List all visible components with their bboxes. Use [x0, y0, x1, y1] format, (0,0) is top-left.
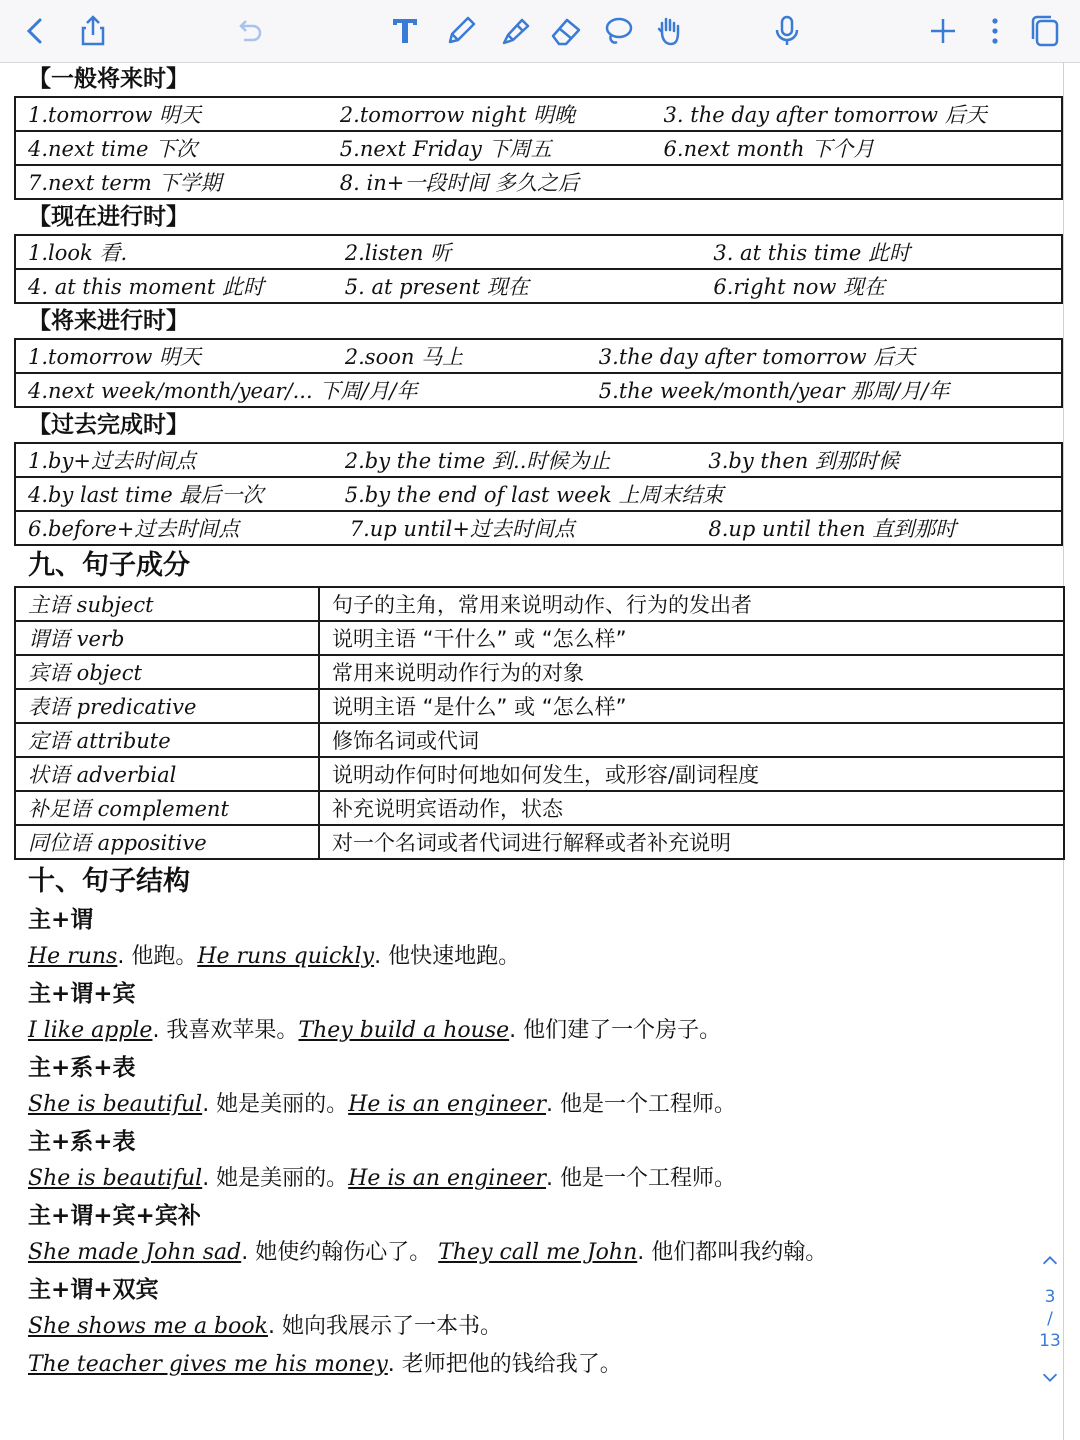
- component-term: 状语 adverbial: [15, 757, 319, 791]
- component-description: 对一个名词或者代词进行解释或者补充说明: [319, 825, 1064, 859]
- chinese-translation: . 他快速地跑。: [374, 944, 521, 969]
- structure-title: 十、句子结构: [28, 866, 190, 897]
- chinese-translation: . 她使约翰伤心了。: [241, 1240, 439, 1265]
- tense-phrase: 6.before+过去时间点: [28, 517, 240, 541]
- table-cell: [15, 339, 1062, 373]
- component-description: 说明主语 “是什么” 或 “怎么样”: [319, 689, 1064, 723]
- components-title: 九、句子成分: [28, 550, 190, 581]
- tense-phrase: 2.listen 听: [344, 241, 452, 265]
- component-description: 补充说明宾语动作，状态: [319, 791, 1064, 825]
- page-navigator: [1030, 1250, 1070, 1410]
- tense-phrase: 3. at this time 此时: [713, 241, 910, 265]
- table-row: [15, 655, 1064, 689]
- example-sentence: [14, 938, 1063, 976]
- text-tool-icon[interactable]: [384, 10, 426, 52]
- component-description: 修饰名词或代词: [319, 723, 1064, 757]
- tense-table: [14, 338, 1063, 408]
- chinese-translation: . 我喜欢苹果。: [152, 1018, 299, 1043]
- table-row: [15, 269, 1062, 303]
- table-row: [15, 97, 1062, 131]
- structures-list: [14, 902, 1063, 1384]
- component-term: 补足语 complement: [15, 791, 319, 825]
- page-down-icon[interactable]: [1030, 1366, 1070, 1402]
- table-row: [15, 689, 1064, 723]
- tense-phrase: 2.by the time 到..时候为止: [344, 449, 611, 473]
- table-row: [15, 443, 1062, 477]
- english-example: He runs quickly: [197, 944, 375, 969]
- table-row: [15, 373, 1062, 407]
- table-row: [15, 477, 1062, 511]
- table-row: [15, 339, 1062, 373]
- page-separator: /: [1047, 1309, 1053, 1329]
- structure-pattern: 主+谓: [28, 907, 94, 933]
- english-example: They build a house: [298, 1018, 510, 1043]
- example-sentence: [14, 1346, 1063, 1384]
- tense-phrase: 4.next week/month/year/... 下周/月/年: [28, 379, 418, 403]
- tense-table: [14, 96, 1063, 200]
- example-sentence: [14, 1308, 1063, 1346]
- component-description: 说明动作何时何地如何发生，或形容/副词程度: [319, 757, 1064, 791]
- lasso-icon[interactable]: [597, 10, 639, 52]
- component-description: 常用来说明动作行为的对象: [319, 655, 1064, 689]
- section-title: 【过去完成时】: [28, 412, 189, 438]
- undo-icon[interactable]: [228, 10, 270, 52]
- tense-phrase: 5.by the end of last week 上周末结束: [344, 483, 724, 507]
- eraser-icon[interactable]: [545, 10, 587, 52]
- chinese-translation: . 他们建了一个房子。: [509, 1018, 722, 1043]
- chinese-translation: . 他是一个工程师。: [546, 1092, 737, 1117]
- tense-phrase: 6.right now 现在: [713, 275, 886, 299]
- component-description: 说明主语 “干什么” 或 “怎么样”: [319, 621, 1064, 655]
- english-example: She shows me a book: [28, 1314, 268, 1339]
- tense-phrase: 1.tomorrow 明天: [28, 345, 202, 369]
- pages-icon[interactable]: [1024, 10, 1066, 52]
- english-example: The teacher gives me his money: [28, 1352, 388, 1377]
- section-title: 【将来进行时】: [28, 308, 189, 334]
- tense-phrase: 4.next time 下次: [28, 137, 198, 161]
- chinese-translation: . 老师把他的钱给我了。: [387, 1352, 622, 1377]
- table-row: [15, 587, 1064, 621]
- tense-phrase: 1.by+过去时间点: [28, 449, 196, 473]
- table-row: [15, 131, 1062, 165]
- english-example: He runs: [28, 944, 118, 969]
- english-example: She made John sad: [28, 1240, 242, 1265]
- note-page: [14, 62, 1063, 1384]
- example-sentence: [14, 1160, 1063, 1198]
- english-example: He is an engineer: [348, 1166, 547, 1191]
- tense-phrase: 4. at this moment 此时: [28, 275, 265, 299]
- table-row: [15, 235, 1062, 269]
- component-term: 表语 predicative: [15, 689, 319, 723]
- tense-phrase: 2.soon 马上: [344, 345, 464, 369]
- tense-phrase: 5. at present 现在: [344, 275, 529, 299]
- english-example: They call me John: [438, 1240, 638, 1265]
- page-up-icon[interactable]: [1030, 1250, 1070, 1286]
- highlighter-icon[interactable]: [494, 10, 536, 52]
- tense-phrase: 8. in+一段时间 多久之后: [339, 171, 580, 195]
- structure-pattern: 主+谓+双宾: [28, 1277, 159, 1303]
- tense-phrase: 5.the week/month/year 那周/月/年: [598, 379, 950, 403]
- add-icon[interactable]: [922, 10, 964, 52]
- chinese-translation: . 他跑。: [117, 944, 198, 969]
- chinese-translation: . 她是美丽的。: [202, 1092, 349, 1117]
- toolbar: [0, 0, 1080, 63]
- total-pages: 13: [1039, 1331, 1061, 1351]
- section-title: 【现在进行时】: [28, 204, 189, 230]
- tense-phrase: 7.up until+过去时间点: [349, 517, 575, 541]
- english-example: He is an engineer: [348, 1092, 547, 1117]
- tense-phrase: 2.tomorrow night 明晚: [339, 103, 576, 127]
- table-row: [15, 621, 1064, 655]
- structure-pattern: 主+系+表: [28, 1129, 136, 1155]
- tense-phrase: 4.by last time 最后一次: [28, 483, 264, 507]
- component-term: 主语 subject: [15, 587, 319, 621]
- tense-phrase: 1.tomorrow 明天: [28, 103, 202, 127]
- microphone-icon[interactable]: [766, 10, 808, 52]
- chinese-translation: . 他们都叫我约翰。: [637, 1240, 828, 1265]
- component-term: 同位语 appositive: [15, 825, 319, 859]
- share-icon[interactable]: [72, 10, 114, 52]
- tense-phrase: 6.next month 下个月: [663, 137, 875, 161]
- table-cell: [15, 97, 1062, 131]
- table-cell: [15, 235, 1062, 269]
- chinese-translation: . 她向我展示了一本书。: [267, 1314, 502, 1339]
- table-cell: [15, 165, 1062, 199]
- table-cell: [15, 269, 1062, 303]
- tense-table: [14, 442, 1063, 546]
- table-cell: [15, 443, 1062, 477]
- table-cell: [15, 373, 1062, 407]
- pen-icon[interactable]: [440, 10, 482, 52]
- component-term: 定语 attribute: [15, 723, 319, 757]
- component-description: 句子的主角，常用来说明动作、行为的发出者: [319, 587, 1064, 621]
- hand-icon[interactable]: [648, 10, 690, 52]
- chinese-translation: . 她是美丽的。: [202, 1166, 349, 1191]
- table-row: [15, 791, 1064, 825]
- more-icon[interactable]: [974, 10, 1016, 52]
- table-row: [15, 511, 1062, 545]
- table-row: [15, 723, 1064, 757]
- example-sentence: [14, 1086, 1063, 1124]
- table-cell: [15, 131, 1062, 165]
- components-table: [14, 586, 1065, 860]
- tense-phrase: 1.look 看.: [28, 241, 128, 265]
- table-cell: [15, 477, 1062, 511]
- structure-pattern: 主+系+表: [28, 1055, 136, 1081]
- back-icon[interactable]: [14, 10, 56, 52]
- tense-phrase: 3.by then 到那时候: [708, 449, 899, 473]
- english-example: She is beautiful: [28, 1092, 203, 1117]
- chinese-translation: . 他是一个工程师。: [546, 1166, 737, 1191]
- table-row: [15, 757, 1064, 791]
- example-sentence: [14, 1012, 1063, 1050]
- tense-phrase: 7.next term 下学期: [28, 171, 222, 195]
- tense-phrase: 3. the day after tomorrow 后天: [663, 103, 987, 127]
- table-row: [15, 825, 1064, 859]
- structure-pattern: 主+谓+宾: [28, 981, 136, 1007]
- tense-table: [14, 234, 1063, 304]
- section-title: 【一般将来时】: [28, 66, 189, 92]
- english-example: She is beautiful: [28, 1166, 203, 1191]
- component-term: 谓语 verb: [15, 621, 319, 655]
- tense-phrase: 5.next Friday 下周五: [339, 137, 552, 161]
- tense-phrase: 3.the day after tomorrow 后天: [598, 345, 916, 369]
- table-cell: [15, 511, 1062, 545]
- component-term: 宾语 object: [15, 655, 319, 689]
- tense-sections: [14, 62, 1063, 546]
- english-example: I like apple: [28, 1018, 153, 1043]
- current-page: 3: [1044, 1287, 1056, 1307]
- example-sentence: [14, 1234, 1063, 1272]
- tense-phrase: 8.up until then 直到那时: [708, 517, 957, 541]
- table-row: [15, 165, 1062, 199]
- structure-pattern: 主+谓+宾+宾补: [28, 1203, 201, 1229]
